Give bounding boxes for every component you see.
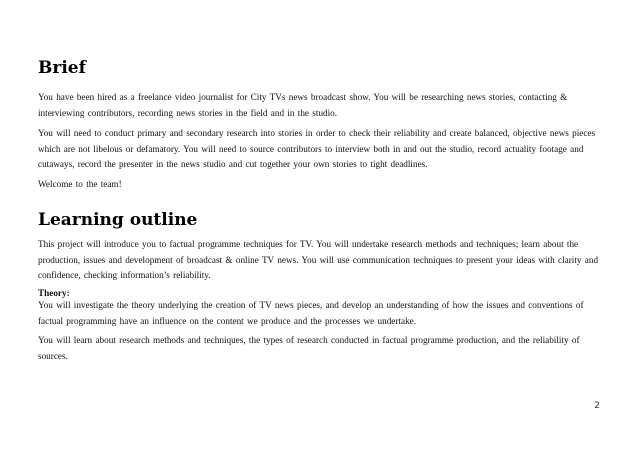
theory-paragraph-1: You will investigate the theory underlying the creation of TV news pieces, and develop an understanding of how the issues and conventions of factual programming have an influence on the content we produce and the processes we undertake. — [38, 300, 584, 326]
brief-paragraph-1: You have been hired as a freelance video journalist for City TVs news broadcast show. You will be researching news stories, contacting & interviewing contributors, recording news stories in the field and in the studio. — [38, 92, 568, 118]
learning-outline-paragraph-1: This project will introduce you to factual programme techniques for TV. You will undertake research methods and techniques; learn about the production, issues and development of broadcast & online TV news. You will use communication techniques to present your ideas with clarity and confidence, checking information’s reliability. — [38, 239, 599, 280]
brief-paragraph-2: You will need to conduct primary and secondary research into stories in order to check their reliability and create balanced, objective news pieces which are not libelous or defamatory. You will need to source contributors to interview both in and out the studio, record actuality footage and cutaways, record the presenter in the news studio and cut together your own stories to tight deadlines. — [38, 128, 596, 169]
document-page — [38, 0, 604, 450]
theory-subheading: Theory: — [38, 288, 70, 298]
page-number: 2 — [594, 401, 600, 411]
brief-heading: Brief — [38, 58, 86, 78]
learning-outline-heading: Learning outline — [38, 210, 198, 230]
theory-paragraph-2: You will learn about research methods and techniques, the types of research conducted in factual programme production, and the reliability of sources. — [38, 335, 580, 361]
brief-paragraph-3: Welcome to the team! — [38, 179, 122, 189]
